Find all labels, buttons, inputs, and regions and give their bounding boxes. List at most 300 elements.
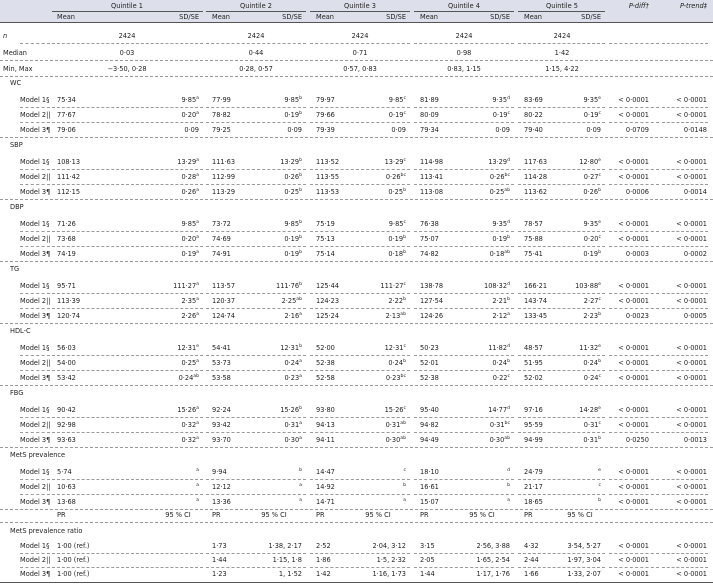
significance-letter: b — [299, 250, 302, 255]
ci-value: 1·97, 3·04 — [567, 556, 601, 564]
sd-value — [507, 497, 510, 507]
significance-letter: b — [403, 297, 406, 302]
significance-letter: a — [196, 421, 199, 426]
row-divider — [609, 43, 659, 44]
row-divider — [414, 43, 514, 44]
mean-value: 94·13 — [316, 421, 335, 429]
sd-number: 108·32 — [484, 282, 508, 290]
sd-number: 13·29 — [488, 158, 508, 166]
significance-letter: c — [598, 173, 601, 178]
significance-letter: bc — [504, 421, 510, 426]
sd-value — [492, 95, 510, 105]
mean-value: 97·16 — [524, 406, 543, 414]
row-divider — [414, 432, 514, 433]
significance-letter: b — [507, 359, 510, 364]
mean-value: 79·66 — [316, 111, 335, 119]
sd-header: SD/SE — [179, 13, 199, 21]
section-title: DBP — [10, 203, 24, 211]
section-divider — [0, 76, 713, 77]
row-divider — [310, 432, 410, 433]
sd-value — [583, 219, 601, 229]
pdiff-value: < 0·0001 — [618, 297, 649, 305]
significance-letter: a — [196, 111, 199, 116]
mean-value: 120·37 — [212, 297, 236, 305]
mean-value: 78·82 — [212, 111, 231, 119]
mean-value: 9·94 — [212, 468, 227, 476]
pdiff-value: < 0·0001 — [618, 235, 649, 243]
minmax-row-label: Min, Max — [3, 65, 33, 73]
significance-letter: a — [196, 96, 199, 101]
sd-value — [507, 467, 510, 477]
row-divider — [414, 246, 514, 247]
significance-letter: b — [598, 436, 601, 441]
sd-value — [492, 219, 510, 229]
row-divider — [206, 494, 306, 495]
row-divider — [310, 355, 410, 356]
pdiff-value: < 0·0001 — [618, 374, 649, 382]
significance-letter: a — [196, 498, 199, 503]
significance-letter: b — [507, 297, 510, 302]
mean-value: 52·38 — [420, 374, 439, 382]
row-divider — [310, 122, 410, 123]
sd-number: 15·26 — [280, 406, 300, 414]
mean-value: 51·95 — [524, 359, 543, 367]
significance-letter: e — [598, 158, 601, 163]
mean-value: 125·24 — [316, 312, 340, 320]
mean-value: 52·58 — [316, 374, 335, 382]
model-label: Model 3¶ — [20, 374, 51, 382]
ptrend-value: < 0·0001 — [676, 374, 707, 382]
significance-letter: c — [403, 282, 406, 287]
pdiff-value: < 0·0001 — [618, 570, 649, 578]
sd-number: 0·24 — [178, 374, 194, 382]
significance-letter: d — [507, 406, 510, 411]
minmax-row-value: 0·57, 0·83 — [343, 65, 377, 73]
sd-value — [488, 157, 510, 167]
section-divider — [0, 385, 713, 386]
sd-value — [299, 467, 302, 477]
significance-letter: b — [403, 250, 406, 255]
sd-number: 0·19 — [284, 235, 300, 243]
significance-letter: bc — [400, 374, 406, 379]
row-divider — [206, 43, 306, 44]
sd-value — [391, 125, 406, 135]
row-divider — [414, 417, 514, 418]
mean-value: 79·40 — [524, 126, 543, 134]
sd-value — [181, 110, 199, 120]
row-divider — [20, 293, 50, 294]
quintile-header: Quintile 1 — [111, 2, 143, 10]
row-divider — [52, 293, 203, 294]
significance-letter: e — [598, 406, 601, 411]
sd-number: 0·19 — [284, 250, 300, 258]
ptrend-value: 0·0005 — [683, 312, 707, 320]
sd-number: 0·32 — [181, 421, 197, 429]
ci-value: 1·65, 2·54 — [476, 556, 510, 564]
sd-number: 0·24 — [492, 359, 508, 367]
row-divider — [518, 231, 605, 232]
sd-value — [584, 172, 601, 182]
sd-value — [181, 95, 199, 105]
sd-value — [280, 157, 302, 167]
section-title: HDL-C — [10, 327, 31, 335]
sd-number: 0·19 — [583, 111, 599, 119]
row-divider — [310, 184, 410, 185]
pr-value: 1·23 — [212, 570, 227, 578]
row-divider — [609, 479, 659, 480]
model-label: Model 2|| — [20, 421, 51, 429]
pdiff-value: < 0·0001 — [618, 498, 649, 506]
mean-value: 53·73 — [212, 359, 231, 367]
sd-value — [284, 110, 302, 120]
sd-value — [299, 497, 302, 507]
row-divider — [310, 246, 410, 247]
n-row-value: 2424 — [118, 32, 136, 40]
pr-value: 1·66 — [524, 570, 539, 578]
sd-value — [276, 281, 302, 291]
quintile-header: Quintile 4 — [448, 2, 480, 10]
ptrend-value: < 0·0001 — [676, 220, 707, 228]
significance-letter: a — [196, 250, 199, 255]
sd-value — [583, 187, 601, 197]
ci-header: 95 % CI — [261, 511, 287, 519]
sd-number: 0·30 — [385, 436, 401, 444]
sd-number: 2·13 — [385, 312, 401, 320]
sd-number: 0·19 — [492, 111, 508, 119]
row-divider — [662, 553, 708, 554]
mean-value: 166·21 — [524, 282, 548, 290]
sd-header: SD/SE — [581, 13, 601, 21]
sd-number: 9·85 — [388, 220, 404, 228]
sd-value — [184, 125, 199, 135]
pr-value: 3·15 — [420, 542, 435, 550]
sd-value — [284, 420, 302, 430]
pr-value: 1·44 — [420, 570, 435, 578]
mean-value: 79·34 — [420, 126, 439, 134]
row-divider — [310, 567, 410, 568]
sd-number: 2·27 — [583, 297, 599, 305]
mean-value: 114·98 — [420, 158, 444, 166]
sd-number: 2·35 — [181, 297, 197, 305]
mean-value: 53·58 — [212, 374, 231, 382]
pdiff-value: 0·0023 — [625, 312, 649, 320]
significance-letter: a — [196, 235, 199, 240]
sd-value — [196, 497, 199, 507]
mean-value: 16·61 — [420, 483, 439, 491]
sd-value — [181, 219, 199, 229]
row-divider — [310, 308, 410, 309]
sd-value — [584, 296, 601, 306]
ci-header: 95 % CI — [567, 511, 593, 519]
row-divider — [52, 184, 203, 185]
row-divider — [662, 43, 708, 44]
row-divider — [52, 308, 203, 309]
row-divider — [52, 246, 203, 247]
row-divider — [20, 479, 50, 480]
mean-value: 113·41 — [420, 173, 444, 181]
sd-value — [490, 249, 510, 259]
sd-value — [386, 311, 406, 321]
row-divider — [414, 107, 514, 108]
significance-letter: ab — [400, 312, 406, 317]
row-divider — [518, 122, 605, 123]
model-label: Model 3¶ — [20, 498, 51, 506]
sd-number: 0·18 — [388, 250, 404, 258]
significance-letter: b — [299, 282, 302, 287]
row-divider — [662, 417, 708, 418]
model-label: Model 2|| — [20, 483, 51, 491]
model-label: Model 3¶ — [20, 312, 51, 320]
sd-value — [403, 497, 406, 507]
model-label: Model 3¶ — [20, 188, 51, 196]
pr-header: PR — [212, 511, 221, 519]
sd-value — [177, 405, 199, 415]
mean-value: 113·55 — [316, 173, 340, 181]
section-divider — [0, 60, 713, 61]
model-label: Model 1§ — [20, 158, 50, 166]
row-divider — [662, 122, 708, 123]
ci-header: 95 % CI — [365, 511, 391, 519]
model-label: Model 2|| — [20, 297, 51, 305]
sd-number: 9·85 — [181, 96, 197, 104]
sd-value — [284, 311, 302, 321]
mean-value: 53·42 — [57, 374, 76, 382]
sd-value — [386, 435, 406, 445]
model-label: Model 1§ — [20, 468, 50, 476]
row-divider — [609, 355, 659, 356]
sd-number: 2·12 — [492, 312, 508, 320]
sd-value — [181, 296, 199, 306]
mean-value: 21·17 — [524, 483, 543, 491]
sd-value — [388, 187, 406, 197]
sd-value — [196, 482, 199, 492]
row-divider — [414, 370, 514, 371]
row-divider — [662, 169, 708, 170]
pr-value: 2·05 — [420, 556, 435, 564]
mean-value: 124·26 — [420, 312, 444, 320]
significance-letter: c — [403, 158, 406, 163]
significance-letter: c — [403, 406, 406, 411]
significance-letter: a — [196, 297, 199, 302]
row-divider — [518, 355, 605, 356]
sd-value — [284, 219, 302, 229]
significance-letter: a — [196, 282, 199, 287]
model-label: Model 1§ — [20, 282, 50, 290]
significance-letter: e — [196, 344, 199, 349]
mean-value: 114·28 — [524, 173, 548, 181]
sd-number: 103·88 — [575, 282, 599, 290]
mean-value: 79·39 — [316, 126, 335, 134]
significance-letter: e — [598, 96, 601, 101]
significance-letter: c — [403, 468, 406, 473]
sd-number: 0·24 — [284, 359, 300, 367]
mean-value: 77·67 — [57, 111, 76, 119]
model-label: Model 3¶ — [20, 570, 51, 578]
row-divider — [414, 184, 514, 185]
mean-value: 133·45 — [524, 312, 548, 320]
mean-value: 93·80 — [316, 406, 335, 414]
sd-number: 0·24 — [583, 374, 599, 382]
n-row-value: 2424 — [553, 32, 571, 40]
sd-number: 0·19 — [284, 111, 300, 119]
row-divider — [20, 43, 50, 44]
sd-value — [284, 234, 302, 244]
row-divider — [518, 293, 605, 294]
sd-number: 0·30 — [284, 436, 300, 444]
section-title: WC — [10, 79, 22, 87]
ci-value: 1·17, 1·76 — [476, 570, 510, 578]
significance-letter: ab — [504, 188, 510, 193]
sd-number: 0·09 — [495, 126, 510, 134]
mean-value: 111·42 — [57, 173, 81, 181]
sd-value — [177, 157, 199, 167]
row-divider — [518, 567, 605, 568]
sd-value — [173, 281, 199, 291]
median-row-value: 0·44 — [248, 49, 264, 57]
sd-number: 9·35 — [492, 220, 508, 228]
row-divider — [518, 370, 605, 371]
section-title: FBG — [10, 389, 24, 397]
pdiff-value: < 0·0001 — [618, 468, 649, 476]
row-divider — [52, 169, 203, 170]
pr-header: PR — [57, 511, 66, 519]
mean-value: 18·65 — [524, 498, 543, 506]
sd-number: 11·32 — [579, 344, 599, 352]
significance-letter: b — [403, 359, 406, 364]
minmax-row-value: 1·15, 4·22 — [545, 65, 579, 73]
row-divider — [662, 355, 708, 356]
sd-number: 2·25 — [281, 297, 297, 305]
sd-value — [284, 95, 302, 105]
ptrend-value: < 0·0001 — [676, 282, 707, 290]
significance-letter: d — [507, 344, 510, 349]
sd-value — [287, 125, 302, 135]
row-divider — [609, 567, 659, 568]
mean-value: 95·59 — [524, 421, 543, 429]
row-divider — [20, 122, 50, 123]
model-label: Model 1§ — [20, 542, 50, 550]
mean-value: 93·63 — [57, 436, 76, 444]
sd-number: 0·09 — [287, 126, 302, 134]
pr-header: PR — [316, 511, 325, 519]
row-divider — [518, 308, 605, 309]
model-label: Model 3¶ — [20, 250, 51, 258]
significance-letter: b — [299, 344, 302, 349]
sd-number: 12·31 — [177, 344, 197, 352]
sd-header: SD/SE — [490, 13, 510, 21]
ci-value: 1·5, 2·32 — [376, 556, 406, 564]
sd-value — [284, 187, 302, 197]
significance-letter: d — [507, 96, 510, 101]
mean-value: 93·42 — [212, 421, 231, 429]
mean-value: 74·91 — [212, 250, 231, 258]
row-divider — [206, 293, 306, 294]
sd-value — [490, 187, 510, 197]
ptrend-value: < 0·0001 — [676, 158, 707, 166]
significance-letter: b — [403, 188, 406, 193]
sd-number: 0·31 — [583, 421, 599, 429]
sd-number: 9·85 — [181, 220, 197, 228]
row-divider — [206, 246, 306, 247]
sd-number: 9·85 — [284, 96, 300, 104]
sd-number: 0·09 — [391, 126, 406, 134]
row-divider — [20, 355, 50, 356]
section-divider — [0, 261, 713, 262]
row-divider — [52, 370, 203, 371]
sd-value — [488, 405, 510, 415]
mean-value: 10·63 — [57, 483, 76, 491]
sd-value — [280, 343, 302, 353]
sd-number: 15·26 — [177, 406, 197, 414]
ptrend-value: < 0·0001 — [676, 359, 707, 367]
mean-value: 15·07 — [420, 498, 439, 506]
ci-value: 2·56, 3·88 — [476, 542, 510, 550]
mean-value: 48·57 — [524, 344, 543, 352]
ptrend-value: < 0·0001 — [676, 468, 707, 476]
sd-value — [388, 249, 406, 259]
pdiff-value: 0·0003 — [625, 250, 649, 258]
sd-number: 9·35 — [583, 96, 599, 104]
significance-letter: b — [299, 406, 302, 411]
significance-letter: c — [507, 111, 510, 116]
sd-number: 0·25 — [388, 188, 404, 196]
significance-letter: b — [299, 188, 302, 193]
row-divider — [52, 122, 203, 123]
sd-value — [284, 358, 302, 368]
sd-number: 14·28 — [579, 406, 599, 414]
sd-value — [583, 435, 601, 445]
significance-letter: c — [403, 111, 406, 116]
sd-value — [584, 234, 601, 244]
ptrend-value: < 0·0001 — [676, 556, 707, 564]
row-divider — [609, 122, 659, 123]
sd-number: 0·23 — [385, 374, 401, 382]
mean-value: 13·36 — [212, 498, 231, 506]
section-divider — [0, 199, 713, 200]
sd-value — [177, 343, 199, 353]
sd-number: 0·26 — [181, 188, 197, 196]
significance-letter: b — [598, 188, 601, 193]
significance-letter: a — [299, 436, 302, 441]
mean-value: 54·00 — [57, 359, 76, 367]
ci-value: 1·16, 1·73 — [372, 570, 406, 578]
model-label: Model 2|| — [20, 173, 51, 181]
mean-value: 50·23 — [420, 344, 439, 352]
row-divider — [609, 246, 659, 247]
significance-letter: a — [196, 220, 199, 225]
row-divider — [609, 107, 659, 108]
sd-number: 0·28 — [181, 173, 197, 181]
ptrend-value: < 0·0001 — [676, 498, 707, 506]
row-divider — [609, 494, 659, 495]
mean-value: 75·14 — [316, 250, 335, 258]
row-divider — [310, 107, 410, 108]
ptrend-value: < 0·0001 — [676, 297, 707, 305]
sd-value — [386, 172, 406, 182]
significance-letter: a — [196, 359, 199, 364]
sd-value — [284, 373, 302, 383]
sd-number: 0·19 — [583, 250, 599, 258]
sd-value — [389, 95, 406, 105]
ptrend-value: 0·0013 — [683, 436, 707, 444]
row-divider — [518, 184, 605, 185]
sd-value — [388, 234, 406, 244]
ptrend-value: 0·0002 — [683, 250, 707, 258]
row-divider — [206, 122, 306, 123]
row-divider — [518, 169, 605, 170]
significance-letter: ab — [400, 436, 406, 441]
pdiff-value: < 0·0001 — [618, 96, 649, 104]
